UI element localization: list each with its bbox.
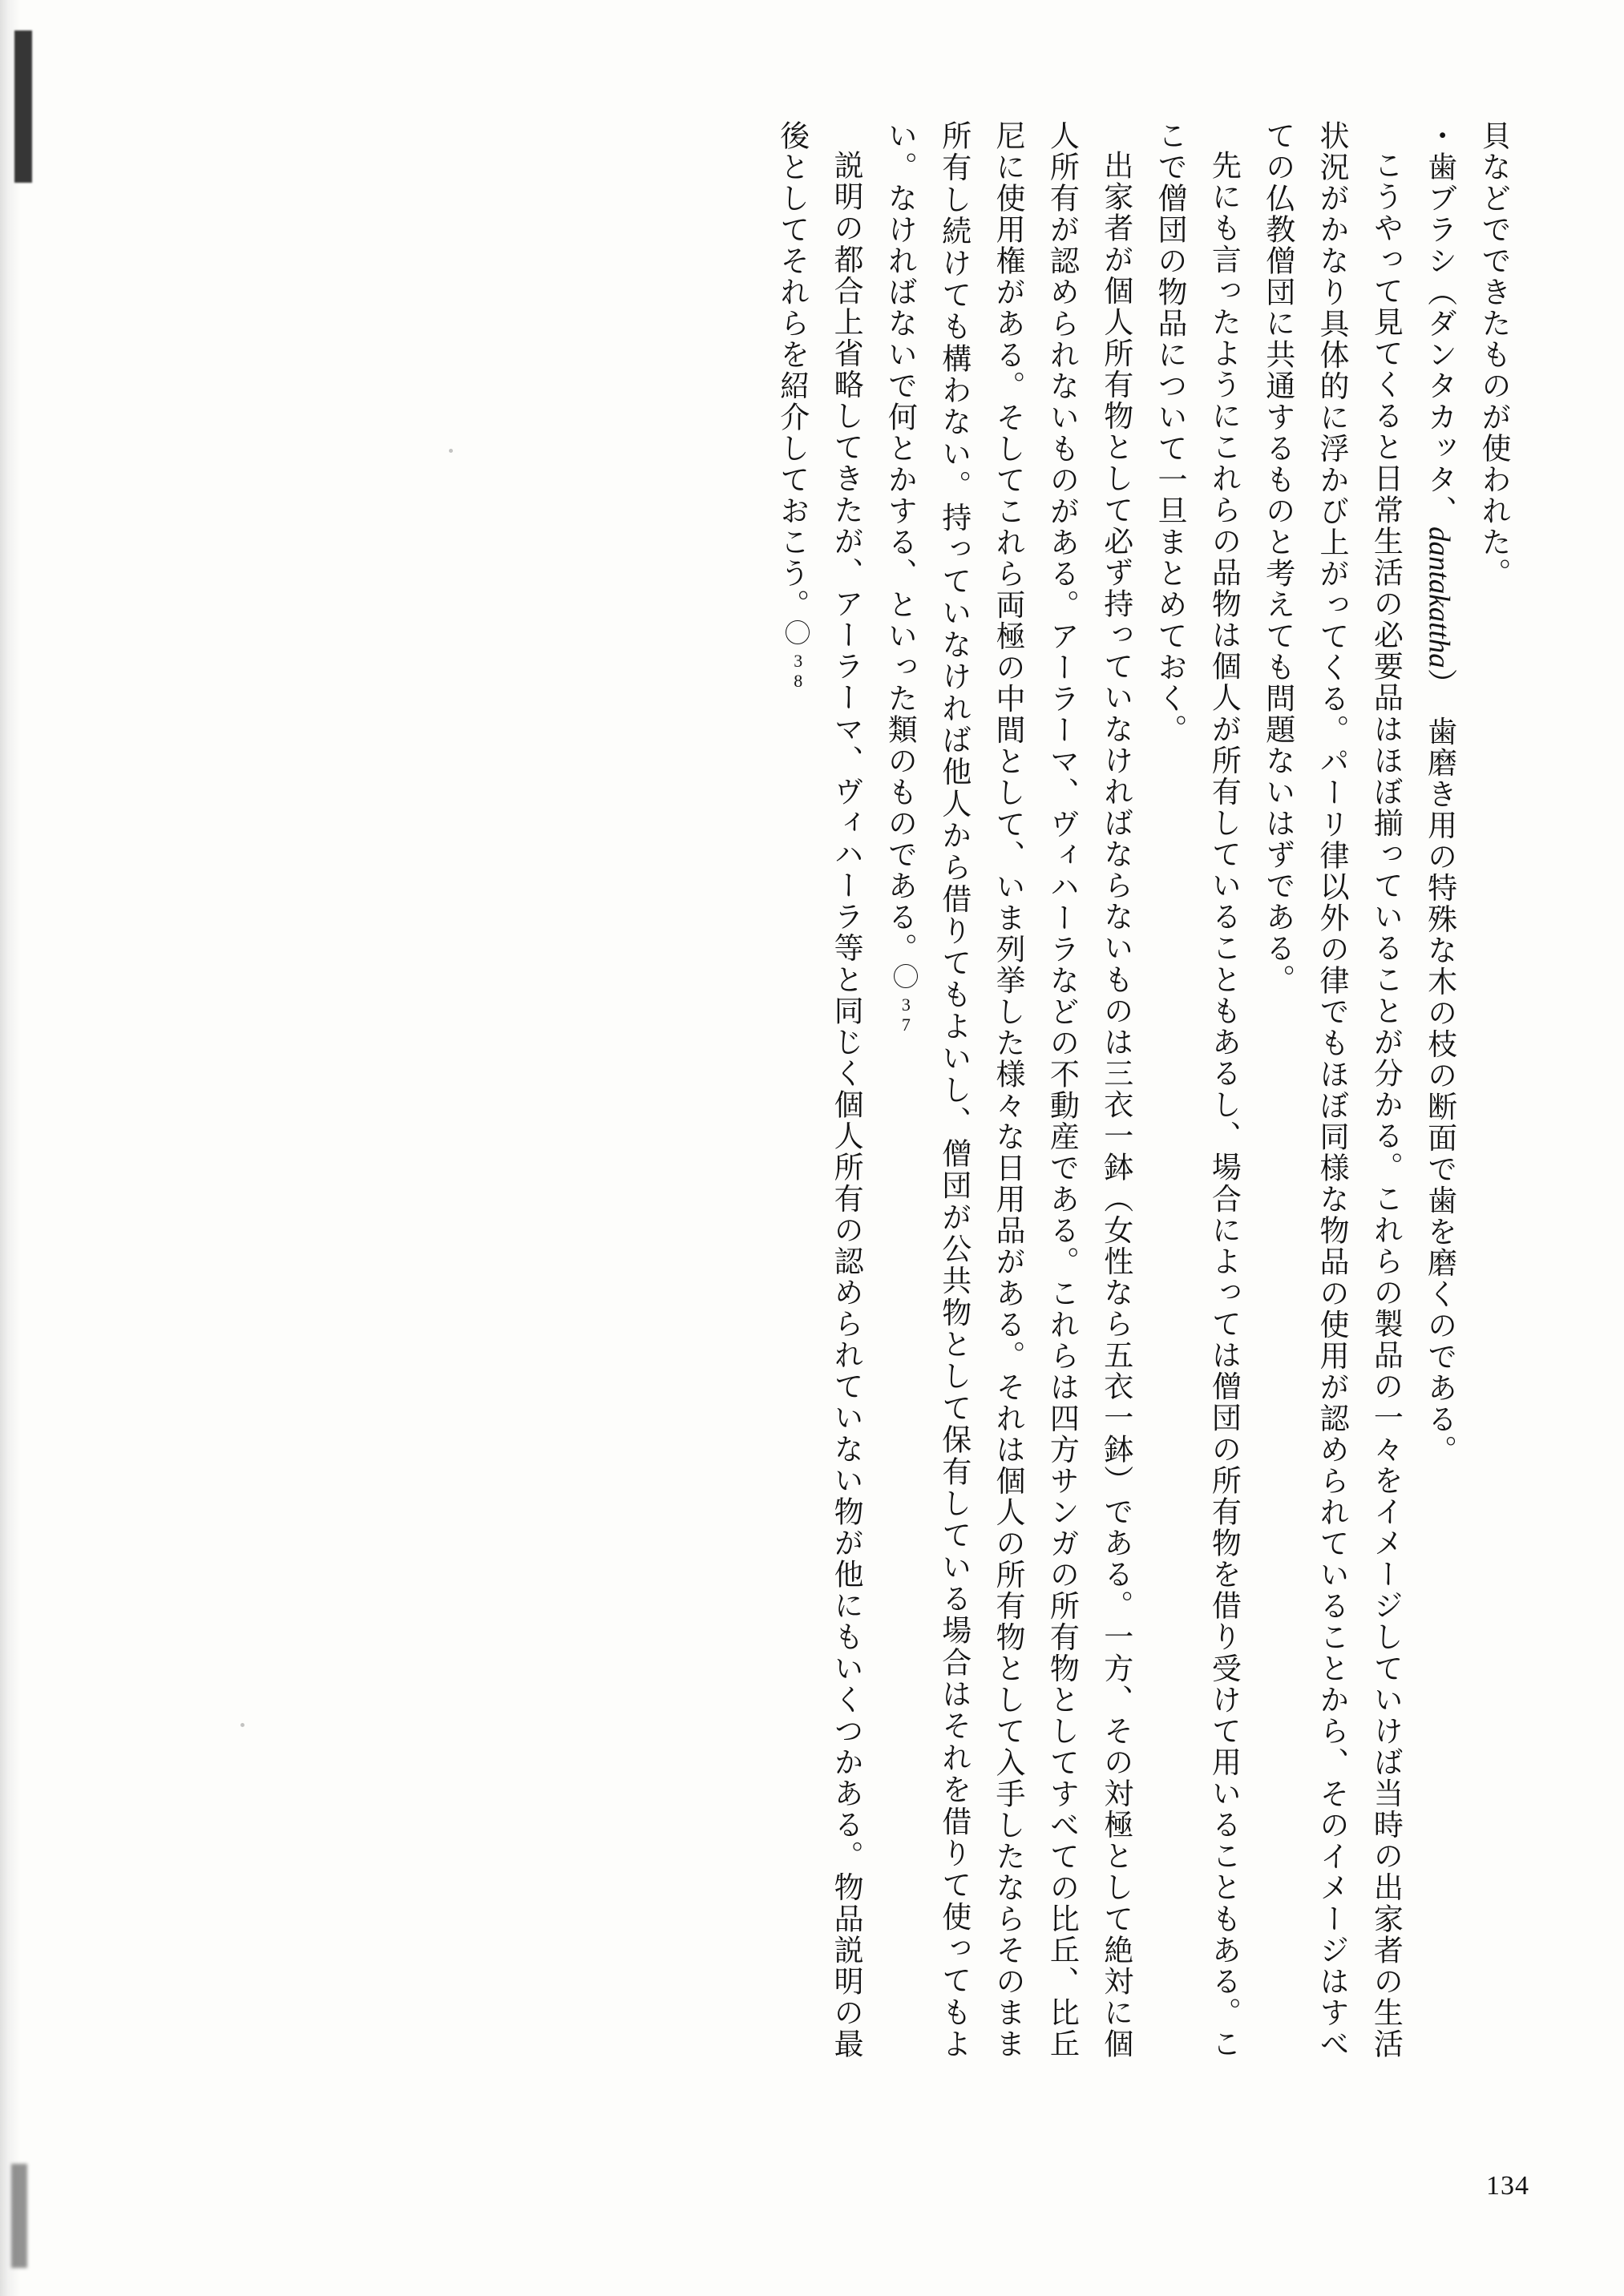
scan-blot-artifact-top <box>14 30 32 183</box>
footnote-ref-38[interactable]: 38 <box>786 620 810 644</box>
paragraph-5 <box>872 120 1142 2060</box>
paragraph-2-text-before: 歯ブラシ（ダンタカッタ、 <box>1422 151 1456 527</box>
scan-edge-artifact <box>0 0 21 2296</box>
footnote-ref-37[interactable]: 37 <box>894 964 918 988</box>
paragraph-1: 貝などでできたものが使われた。 <box>1477 120 1509 589</box>
bullet-marker: ・ <box>1422 120 1456 151</box>
paragraph-5-text: 出家者が個人所有物として必ず持っていなければならないものは三衣一鉢（女性なら五衣一鉢）である。一方、その対極として絶対に個人所有が認められないものがある。アーラーマ、ヴィハーラなどの不動産である。これらは四方サンガの所有物としてすべての比丘、比丘尼に使用権がある。そしてこれら両極の中間として、いま列挙した様々な日用品がある。それは個人の所有物として入手したならそのまま所有し続けても構わない。持っていなければ他人から借りてもよいし、僧団が公共物として保有している場合はそれを借りて使ってもよい。なければないで何とかする、といった類のものである。 <box>883 120 1132 2060</box>
page-number: 134 <box>1486 2171 1529 2201</box>
pali-term-dantakattha: dantakattha <box>1422 527 1456 668</box>
page-body-text <box>205 120 1520 2060</box>
paragraph-2-bullet-item <box>1412 120 1465 2060</box>
paragraph-4: 先にも言ったようにこれらの品物は個人が所有していることもあるし、場合によっては僧団の所有物を借り受けて用いることもある。ここで僧団の物品について一旦まとめておく。 <box>1153 120 1240 2060</box>
paragraph-3: こうやって見てくると日常生活の必要品はほぼ揃っていることが分かる。これらの製品の一々をイメージしていけば当時の出家者の生活状況がかなり具体的に浮かび上がってくる。パーリ律以外の律でもほぼ同様な物品の使用が認められていることから、そのイメージはすべての仏教僧団に共通するものと考えても問題ないはずである。 <box>1260 120 1402 2060</box>
paragraph-2-text-after: ） 歯磨き用の特殊な木の枝の断面で歯を磨くのである。 <box>1422 668 1456 1467</box>
paragraph-6 <box>764 120 872 2060</box>
scan-blot-artifact-bottom <box>11 2164 27 2268</box>
paragraph-6-text: 説明の都合上省略してきたが、アーラーマ、ヴィハーラ等と同じく個人所有の認められていない物が他にもいくつかある。物品説明の最後としてそれらを紹介しておこう。 <box>774 120 862 2060</box>
